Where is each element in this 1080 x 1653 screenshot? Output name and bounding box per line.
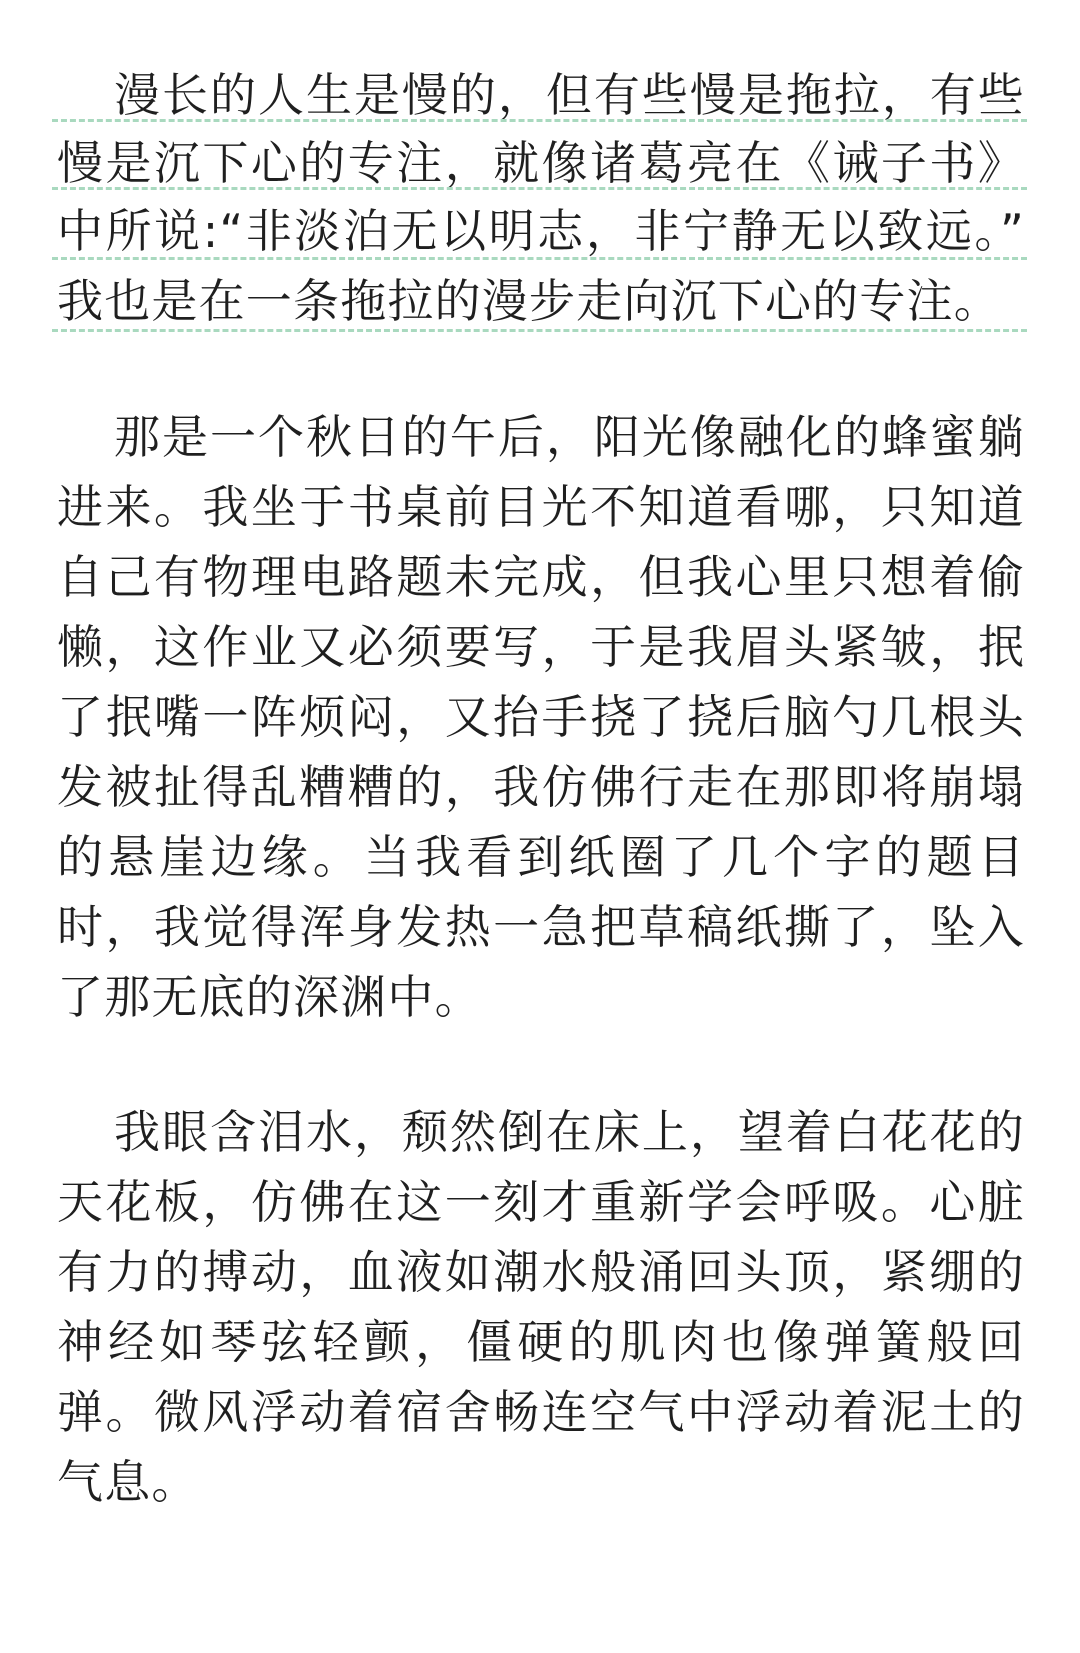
paragraph-1-line-3: 中所说:“非淡泊无以明志，非宁静无以致远。”: [57, 204, 1025, 258]
paragraph-3-line-3: 有力的搏动，血液如潮水般涌回头顶，紧绷的: [57, 1245, 1025, 1299]
paragraph-2-line-2: 进来。我坐于书桌前目光不知道看哪，只知道: [57, 480, 1025, 534]
underline-divider: [52, 329, 1027, 332]
paragraph-3-line-2: 天花板，仿佛在这一刻才重新学会呼吸。心脏: [57, 1175, 1025, 1229]
paragraph-2-line-9: 了那无底的深渊中。: [57, 970, 482, 1024]
paragraph-1-line-4: 我也是在一条拖拉的漫步走向沉下心的专注。: [57, 274, 1001, 328]
paragraph-1-line-1: 漫长的人生是慢的，但有些慢是拖拉，有些: [114, 68, 1025, 122]
paragraph-2-line-6: 发被扯得乱糟糟的，我仿佛行走在那即将崩塌: [57, 760, 1025, 814]
paragraph-1-line-2: 慢是沉下心的专注，就像诸葛亮在《诫子书》: [57, 136, 1025, 190]
paragraph-2-line-3: 自己有物理电路题未完成，但我心里只想着偷: [57, 550, 1025, 604]
paragraph-2-line-7: 的悬崖边缘。当我看到纸圈了几个字的题目: [57, 830, 1025, 884]
paragraph-3-line-1: 我眼含泪水，颓然倒在床上，望着白花花的: [114, 1105, 1025, 1159]
underline-divider: [52, 187, 1027, 190]
paragraph-3-line-5: 弹。微风浮动着宿舍畅连空气中浮动着泥土的: [57, 1385, 1025, 1439]
paragraph-2-line-1: 那是一个秋日的午后，阳光像融化的蜂蜜躺: [114, 410, 1025, 464]
paragraph-2-line-8: 时，我觉得浑身发热一急把草稿纸撕了，坠入: [57, 900, 1025, 954]
paragraph-2-line-4: 懒，这作业又必须要写，于是我眉头紧皱，抿: [57, 620, 1025, 674]
paragraph-3-line-4: 神经如琴弦轻颤，僵硬的肌肉也像弹簧般回: [57, 1315, 1025, 1369]
paragraph-3-line-6: 气息。: [57, 1455, 199, 1509]
paragraph-2-line-5: 了抿嘴一阵烦闷，又抬手挠了挠后脑勺几根头: [57, 690, 1025, 744]
underline-divider: [52, 119, 1027, 122]
underline-divider: [52, 257, 1027, 260]
